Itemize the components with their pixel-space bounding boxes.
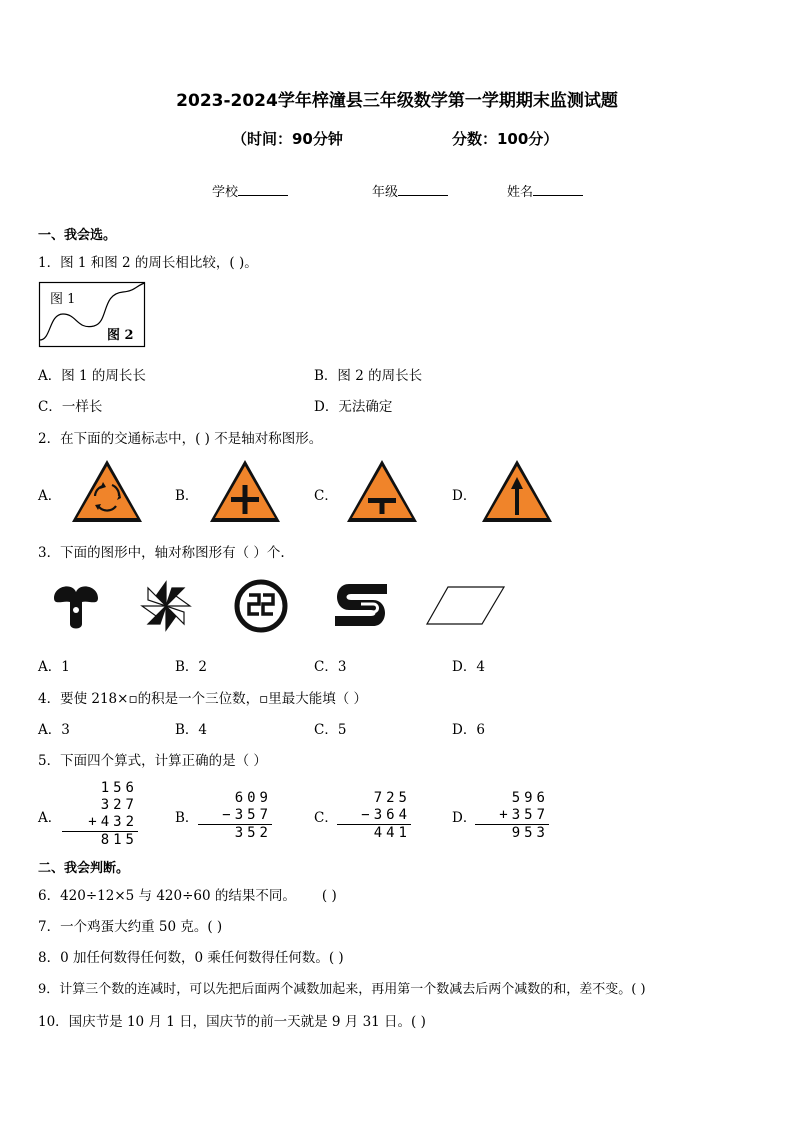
q8-answer-blank[interactable]: ( ) xyxy=(328,950,344,966)
school-label: 学校 xyxy=(212,185,239,200)
bank-logo-icon xyxy=(233,578,289,634)
q3-option-b[interactable]: B．2 xyxy=(175,659,208,675)
question-1: 1．图 1 和图 2 的周长相比较，( )。 xyxy=(38,255,258,271)
q1-figure xyxy=(39,282,147,348)
calc-b xyxy=(198,790,272,842)
question-2: 2．在下面的交通标志中，( ) 不是轴对称图形。 xyxy=(38,431,323,447)
calc-a-row-2: 327 xyxy=(100,797,138,813)
exam-time: （时间：90分钟 xyxy=(232,130,343,148)
q1-option-b[interactable]: B．图 2 的周长长 xyxy=(314,368,423,384)
q4-option-b[interactable]: B．4 xyxy=(175,722,208,738)
section-1-heading: 一、我会选。 xyxy=(38,228,117,243)
q4-option-c[interactable]: C．5 xyxy=(314,722,347,738)
calc-d xyxy=(475,790,549,842)
question-5: 5．下面四个算式，计算正确的是（ ） xyxy=(38,753,267,769)
q5-option-d[interactable]: D． xyxy=(452,810,477,826)
page-title: 2023-2024学年梓潼县三年级数学第一学期期末监测试题 xyxy=(176,91,618,111)
question-10 xyxy=(38,1010,426,1030)
q10-answer-blank[interactable]: ( ) xyxy=(411,1014,426,1030)
q6-text: 6．420÷12×5 与 420÷60 的结果不同。 xyxy=(38,888,296,904)
q3-option-c[interactable]: C．3 xyxy=(314,659,347,675)
question-4: 4．要使 218×▫的积是一个三位数，▫里最大能填（ ） xyxy=(38,691,368,707)
calc-d-row-1: 596 xyxy=(511,790,549,806)
s-logo-icon xyxy=(333,582,389,628)
q9-answer-blank[interactable]: ( ) xyxy=(631,982,646,997)
calc-a xyxy=(62,780,138,849)
exam-score: 分数：100分） xyxy=(452,130,559,148)
q2-option-d[interactable]: D． xyxy=(452,488,477,504)
t-junction-sign-icon xyxy=(345,458,419,524)
q1-option-c[interactable]: C．一样长 xyxy=(38,399,103,415)
question-6 xyxy=(38,884,337,904)
section-2-heading: 二、我会判断。 xyxy=(38,861,130,876)
q4-option-a[interactable]: A．3 xyxy=(38,722,70,738)
q2-option-c[interactable]: C． xyxy=(314,488,338,504)
fig-label-2: 图 2 xyxy=(107,328,134,343)
name-field[interactable] xyxy=(507,181,583,200)
q10-text: 10．国庆节是 10 月 1 日，国庆节的前一天就是 9 月 31 日。 xyxy=(38,1014,412,1030)
question-3: 3．下面的图形中，轴对称图形有（ ）个. xyxy=(38,545,285,561)
q7-text: 7．一个鸡蛋大约重 50 克。 xyxy=(38,919,208,935)
calc-b-result: 352 xyxy=(234,825,272,841)
grade-blank[interactable] xyxy=(398,183,448,196)
fig-label-1: 图 1 xyxy=(50,292,76,307)
q2-option-a[interactable]: A． xyxy=(38,488,62,504)
q6-answer-blank[interactable]: ( ) xyxy=(321,888,337,904)
grade-field[interactable] xyxy=(372,181,448,200)
calc-c-row-2: −364 xyxy=(337,807,411,825)
q1-option-d[interactable]: D．无法确定 xyxy=(314,399,393,415)
name-label: 姓名 xyxy=(507,185,534,200)
school-field[interactable] xyxy=(212,181,288,200)
question-7 xyxy=(38,915,222,935)
calc-b-row-1: 609 xyxy=(234,790,272,806)
q5-option-b[interactable]: B． xyxy=(175,810,199,826)
q5-option-c[interactable]: C． xyxy=(314,810,338,826)
roundabout-sign-icon xyxy=(70,458,144,524)
question-9 xyxy=(38,978,646,997)
q4-option-d[interactable]: D．6 xyxy=(452,722,485,738)
calc-a-result: 815 xyxy=(100,832,138,848)
grade-label: 年级 xyxy=(372,185,399,200)
anchor-logo-icon xyxy=(50,580,102,632)
q1-option-a[interactable]: A．图 1 的周长长 xyxy=(38,368,146,384)
crossroad-sign-icon xyxy=(208,458,282,524)
calc-d-row-2: +357 xyxy=(475,807,549,825)
calc-a-row-3: +432 xyxy=(62,814,138,832)
q5-option-a[interactable]: A． xyxy=(38,810,62,826)
calc-d-result: 953 xyxy=(511,825,549,841)
calc-c xyxy=(337,790,411,842)
calc-c-row-1: 725 xyxy=(373,790,411,806)
q2-option-b[interactable]: B． xyxy=(175,488,199,504)
straight-ahead-sign-icon xyxy=(480,458,554,524)
q8-text: 8．0 加任何数得任何数，0 乘任何数得任何数。 xyxy=(38,950,329,966)
calc-c-result: 441 xyxy=(373,825,411,841)
q3-option-a[interactable]: A．1 xyxy=(38,659,70,675)
pinwheel-icon xyxy=(136,578,196,634)
school-blank[interactable] xyxy=(238,183,288,196)
calc-b-row-2: −357 xyxy=(198,807,272,825)
question-8 xyxy=(38,946,344,966)
name-blank[interactable] xyxy=(533,183,583,196)
calc-a-row-1: 156 xyxy=(100,780,138,796)
q3-option-d[interactable]: D．4 xyxy=(452,659,485,675)
q9-text: 9．计算三个数的连减时，可以先把后面两个减数加起来，再用第一个数减去后两个减数的和，差不变。 xyxy=(38,982,632,997)
parallelogram-icon xyxy=(426,586,506,626)
q7-answer-blank[interactable]: ( ) xyxy=(207,919,223,935)
